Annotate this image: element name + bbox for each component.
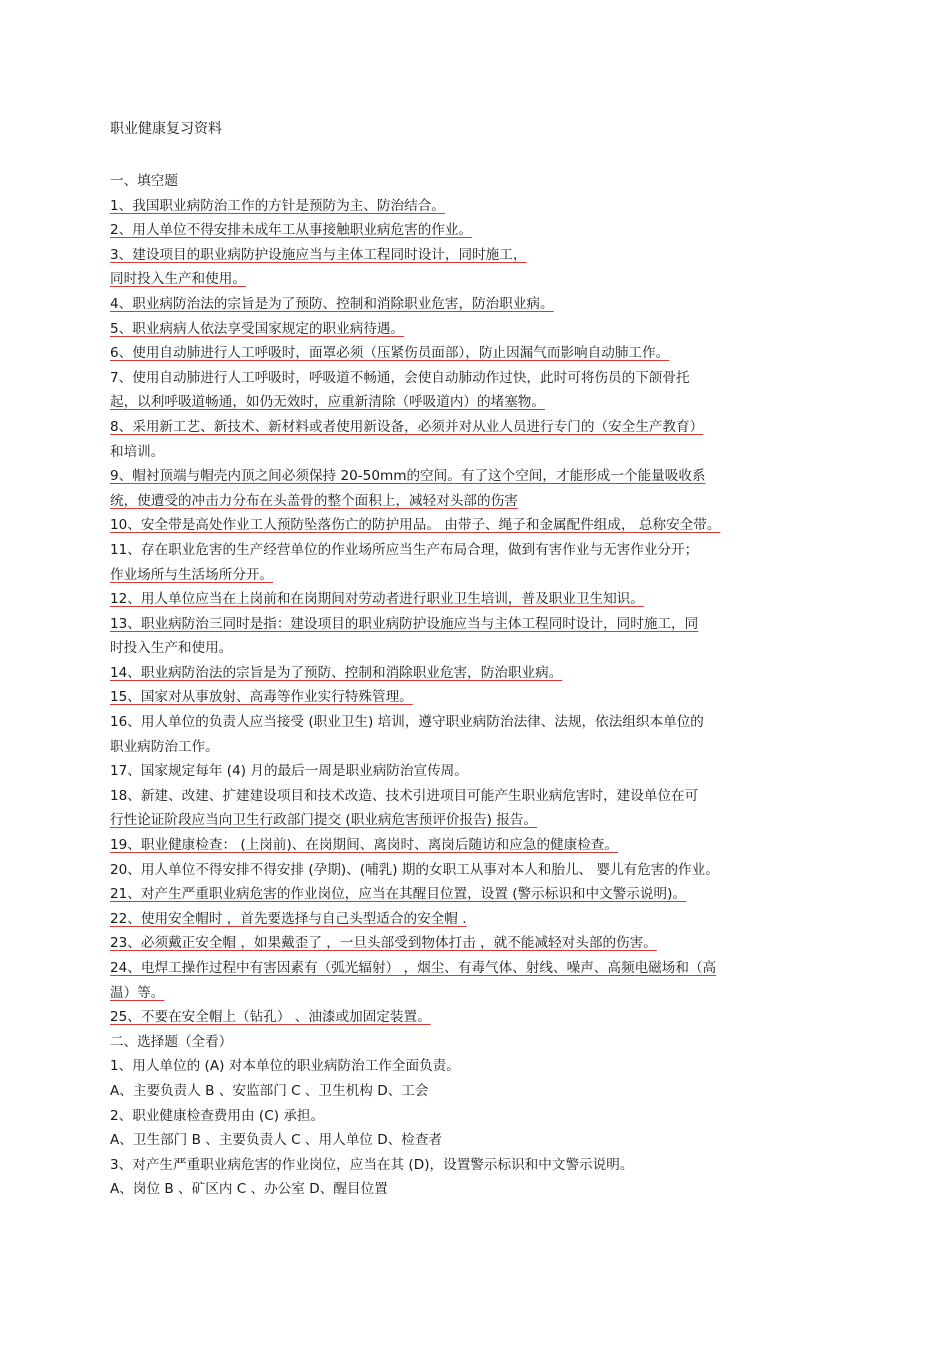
document-title: 职业健康复习资料 (110, 121, 222, 137)
document-body (110, 169, 840, 1202)
choice-options: A、主要负责人 B 、安监部门 C 、卫生机构 D、工会 (110, 1082, 429, 1099)
question-line: 24、电焊工操作过程中有害因素有（弧光辐射） ，烟尘、有毒气体、射线、噪声、高频电磁场和（高 (110, 960, 717, 976)
choice-question: 3、对产生严重职业病危害的作业岗位，应当在其 (D)，设置警示标识和中文警示说明。 (110, 1156, 634, 1173)
question-line: 22、使用安全帽时 ，首先要选择与自己头型适合的安全帽 . (110, 910, 467, 927)
question-line: 4、职业病防治法的宗旨是为了预防、控制和消除职业危害，防治职业病。 (110, 295, 554, 312)
question-line: 17、国家规定每年 (4) 月的最后一周是职业病防治宣传周。 (110, 763, 468, 780)
question-line: 23、必须戴正安全帽 ，如果戴歪了 ，一旦头部受到物体打击 ，就不能减轻对头部的伤害。 (110, 935, 657, 952)
question-line: 21、对产生严重职业病危害的作业岗位，应当在其醒目位置，设置 (警示标识和中文警示说明)。 (110, 886, 686, 903)
question-line: 7、使用自动肺进行人工呼吸时，呼吸道不畅通，会使自动肺动作过快，此时可将伤员的下颌骨托 (110, 369, 690, 386)
question-line: 职业病防治工作。 (110, 738, 219, 755)
question-line: 25、不要在安全帽上（钻孔） 、油漆或加固定装置。 (110, 1009, 431, 1026)
question-line: 8、采用新工艺、新技术、新材料或者使用新设备，必须并对从业人员进行专门的（安全生产教育） (110, 418, 704, 435)
question-line: 13、职业病防治三同时是指：建设项目的职业病防护设施应当与主体工程同时设计，同时施工，同 (110, 615, 699, 632)
choice-options: A、岗位 B 、矿区内 C 、办公室 D、醒目位置 (110, 1181, 388, 1198)
question-line: 19、职业健康检查： (上岗前)、在岗期间、离岗时、离岗后随访和应急的健康检查。 (110, 837, 619, 854)
section-heading-choice: 二、选择题（全看） (110, 1033, 233, 1050)
question-line: 同时投入生产和使用。 (110, 271, 246, 288)
question-line: 18、新建、改建、扩建建设项目和技术改造、技术引进项目可能产生职业病危害时，建设单位在可 (110, 787, 699, 804)
question-line: 3、建设项目的职业病防护设施应当与主体工程同时设计，同时施工， (110, 246, 527, 263)
question-line: 温）等。 (110, 984, 165, 1001)
question-line: 9、帽衬顶端与帽壳内顶之间必须保持 20-50mm的空间。有了这个空间，才能形成一个能量吸收系 (110, 468, 706, 485)
question-line: 6、使用自动肺进行人工呼吸时，面罩必须（压紧伤员面部），防止因漏气而影响自动肺工作。 (110, 345, 670, 362)
question-line: 行性论证阶段应当向卫生行政部门提交 (职业病危害预评价报告) 报告。 (110, 812, 538, 829)
question-line: 15、国家对从事放射、高毒等作业实行特殊管理。 (110, 689, 413, 706)
question-line: 和培训。 (110, 443, 165, 460)
question-line: 14、职业病防治法的宗旨是为了预防、控制和消除职业危害，防治职业病。 (110, 664, 563, 681)
question-line: 11、存在职业危害的生产经营单位的作业场所应当生产布局合理，做到有害作业与无害作业分开； (110, 541, 699, 558)
question-line: 1、我国职业病防治工作的方针是预防为主、防治结合。 (110, 197, 445, 214)
question-line: 统，使遭受的冲击力分布在头盖骨的整个面积上，减轻对头部的伤害 (110, 492, 518, 509)
question-line: 起，以利呼吸道畅通，如仍无效时，应重新清除（呼吸道内）的堵塞物。 (110, 394, 545, 411)
question-line: 作业场所与生活场所分开。 (110, 566, 274, 583)
choice-question: 2、职业健康检查费用由 (C) 承担。 (110, 1107, 325, 1124)
choice-question: 1、用人单位的 (A) 对本单位的职业病防治工作全面负责。 (110, 1058, 460, 1075)
question-line: 20、用人单位不得安排不得安排 (孕期)、(哺乳) 期的女职工从事对本人和胎儿、 婴儿有危害的作业。 (110, 861, 719, 878)
choice-options: A、卫生部门 B 、主要负责人 C 、用人单位 D、检查者 (110, 1132, 443, 1149)
question-line: 时投入生产和使用。 (110, 640, 233, 657)
section-heading-fill-blank: 一、填空题 (110, 173, 178, 189)
question-line: 16、用人单位的负责人应当接受 (职业卫生) 培训，遵守职业病防治法律、法规，依法组织本单位的 (110, 714, 704, 731)
question-line: 10、安全带是高处作业工人预防坠落伤亡的防护用品。 由带子、绳子和金属配件组成， 总称安全带。 (110, 517, 721, 534)
question-line: 2、用人单位不得安排未成年工从事接触职业病危害的作业。 (110, 222, 473, 239)
question-line: 5、职业病病人依法享受国家规定的职业病待遇。 (110, 320, 405, 337)
question-line: 12、用人单位应当在上岗前和在岗期间对劳动者进行职业卫生培训，普及职业卫生知识。 (110, 591, 644, 608)
